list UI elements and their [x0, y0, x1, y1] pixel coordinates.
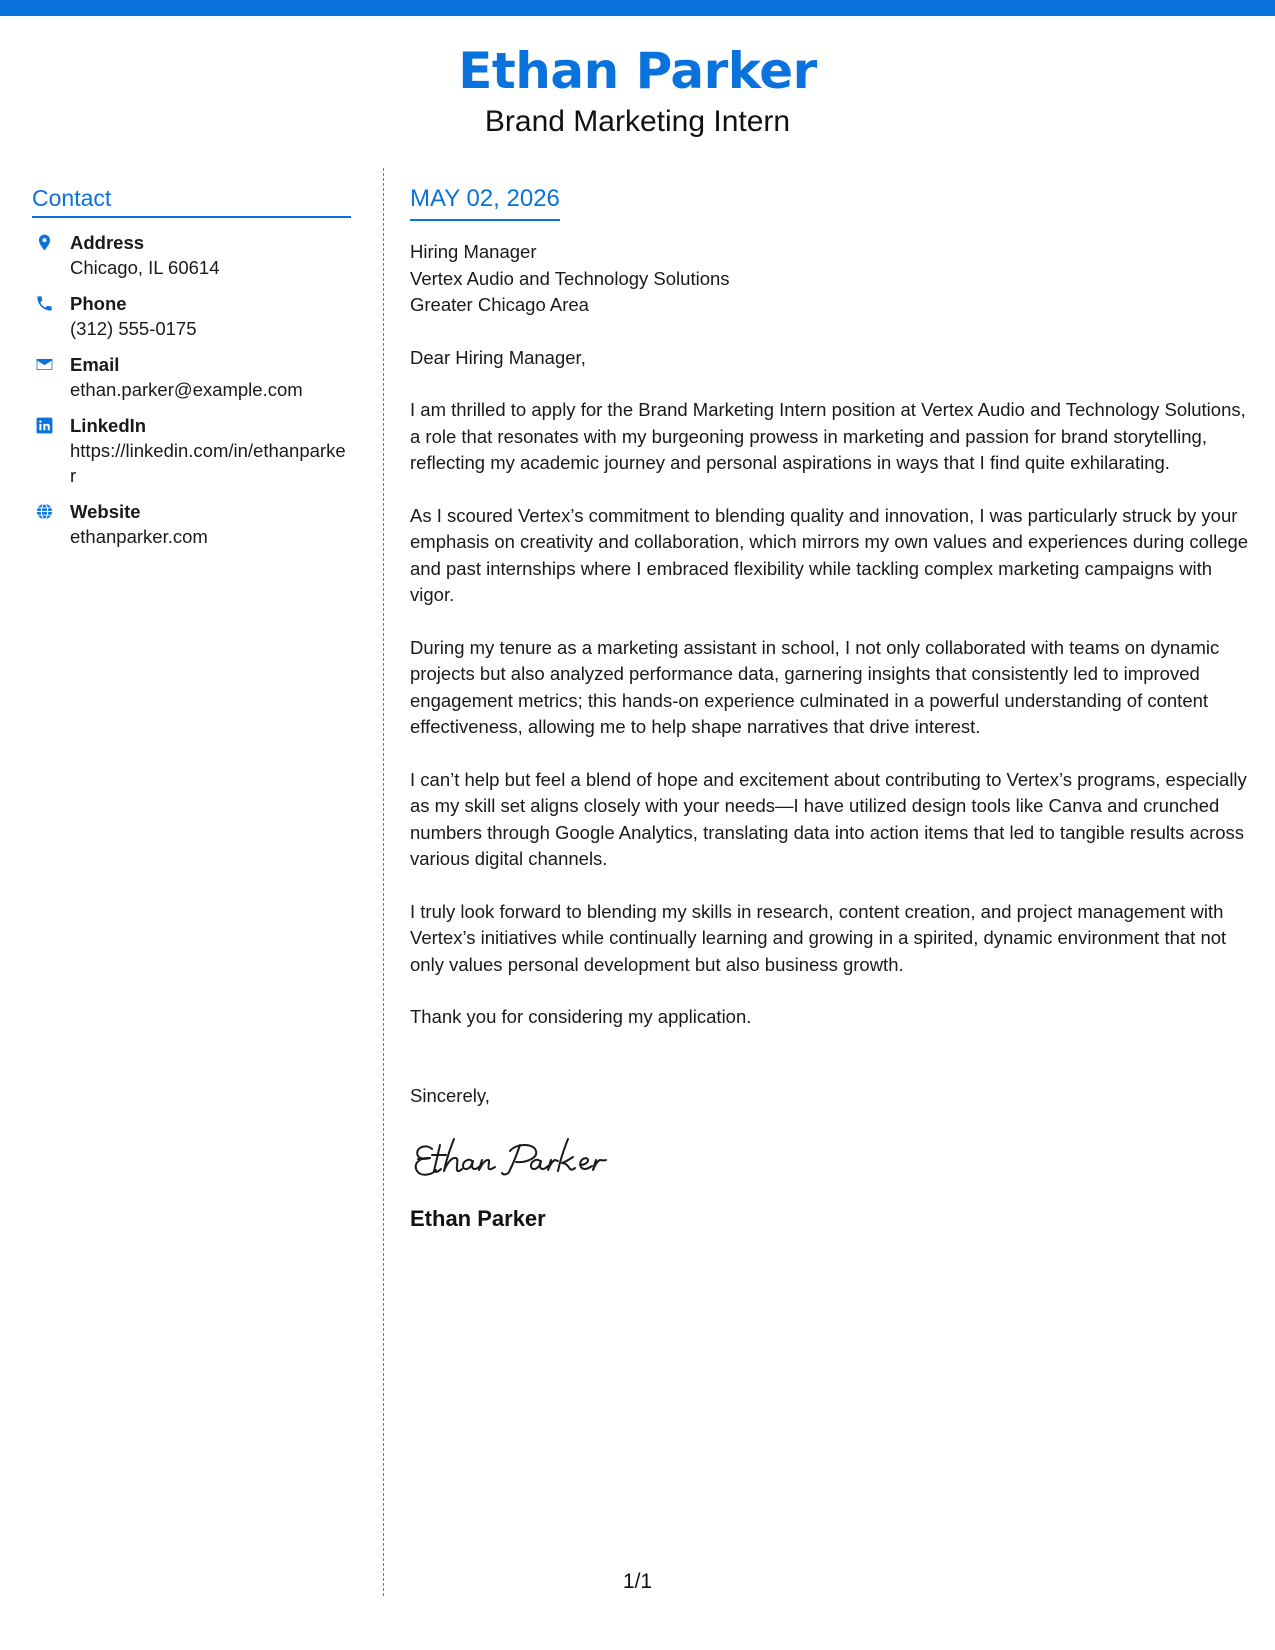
letter-paragraph: Thank you for considering my application. — [410, 1006, 752, 1027]
contact-sidebar — [32, 183, 351, 560]
contact-item-linkedin — [32, 413, 351, 488]
contact-item-email — [32, 352, 351, 402]
top-accent-bar — [0, 0, 1275, 16]
contact-label: LinkedIn — [70, 415, 147, 436]
recipient-company: Vertex Audio and Technology Solutions — [410, 267, 730, 289]
contact-label: Website — [70, 501, 141, 522]
linkedin-icon — [35, 416, 54, 435]
letter-body — [410, 183, 1250, 1234]
letter-paragraph: I can’t help but feel a blend of hope and excitement about contributing to Vertex’s programs, especially as my skill set aligns closely with your needs—I have utilized design tools like Canva and crunched numbers through Google Analytics, translating data into action items that led to tangible results across various digital channels. — [410, 768, 1247, 869]
page-number: 1/1 — [622, 1570, 653, 1593]
contact-list — [32, 230, 351, 549]
salutation: Dear Hiring Manager, — [410, 346, 586, 368]
contact-label: Email — [70, 354, 120, 375]
recipient-block — [410, 239, 1250, 319]
letter-paragraph: As I scoured Vertex’s commitment to blending quality and innovation, I was particularly struck by your emphasis on creativity and collaboration, which mirrors my own values and experiences during college and past internships where I embraced flexibility while tackling complex marketing campaigns with vigor. — [410, 504, 1249, 605]
globe-icon — [35, 502, 54, 521]
contact-item-phone — [32, 291, 351, 341]
recipient-title: Hiring Manager — [410, 241, 537, 262]
contact-item-website — [32, 499, 351, 549]
handwritten-signature — [410, 1129, 650, 1189]
phone-icon — [35, 294, 54, 313]
contact-item-address — [32, 230, 351, 280]
contact-value: (312) 555-0175 — [70, 318, 197, 339]
letter-paragraph: I truly look forward to blending my skills in research, content creation, and project management with Vertex’s initiatives while continually learning and growing in a spirited, dynamic environment that not only values personal development but also business growth. — [410, 900, 1227, 975]
letter-date: MAY 02, 2026 — [410, 183, 560, 221]
contact-section-title: Contact — [32, 183, 351, 218]
contact-value: Chicago, IL 60614 — [70, 257, 220, 278]
page-header — [0, 40, 1275, 140]
map-pin-icon — [35, 233, 54, 252]
contact-label: Address — [70, 232, 145, 253]
contact-value: https://linkedin.com/in/ethanparker — [70, 440, 346, 486]
recipient-location: Greater Chicago Area — [410, 294, 589, 315]
letter-paragraph: During my tenure as a marketing assistant in school, I not only collaborated with teams on dynamic projects but also analyzed performance data, garnering insights that consistently led to improved engagement metrics; this hands-on experience culminated in a powerful understanding of content effectiveness, allowing me to help shape narratives that drive interest. — [410, 636, 1220, 737]
applicant-name: Ethan Parker — [458, 42, 817, 100]
applicant-role: Brand Marketing Intern — [484, 105, 791, 138]
signer-name: Ethan Parker — [410, 1206, 546, 1231]
closing: Sincerely, — [410, 1084, 490, 1106]
envelope-icon — [35, 355, 54, 374]
column-divider — [383, 168, 384, 1596]
contact-value: ethanparker.com — [70, 526, 208, 547]
letter-paragraph: I am thrilled to apply for the Brand Marketing Intern position at Vertex Audio and Technology Solutions, a role that resonates with my burgeoning prowess in marketing and passion for brand storytelling, reflecting my academic journey and personal aspirations in ways that I find quite exhilarating. — [410, 399, 1246, 473]
contact-value: ethan.parker@example.com — [70, 379, 303, 400]
contact-label: Phone — [70, 293, 127, 314]
